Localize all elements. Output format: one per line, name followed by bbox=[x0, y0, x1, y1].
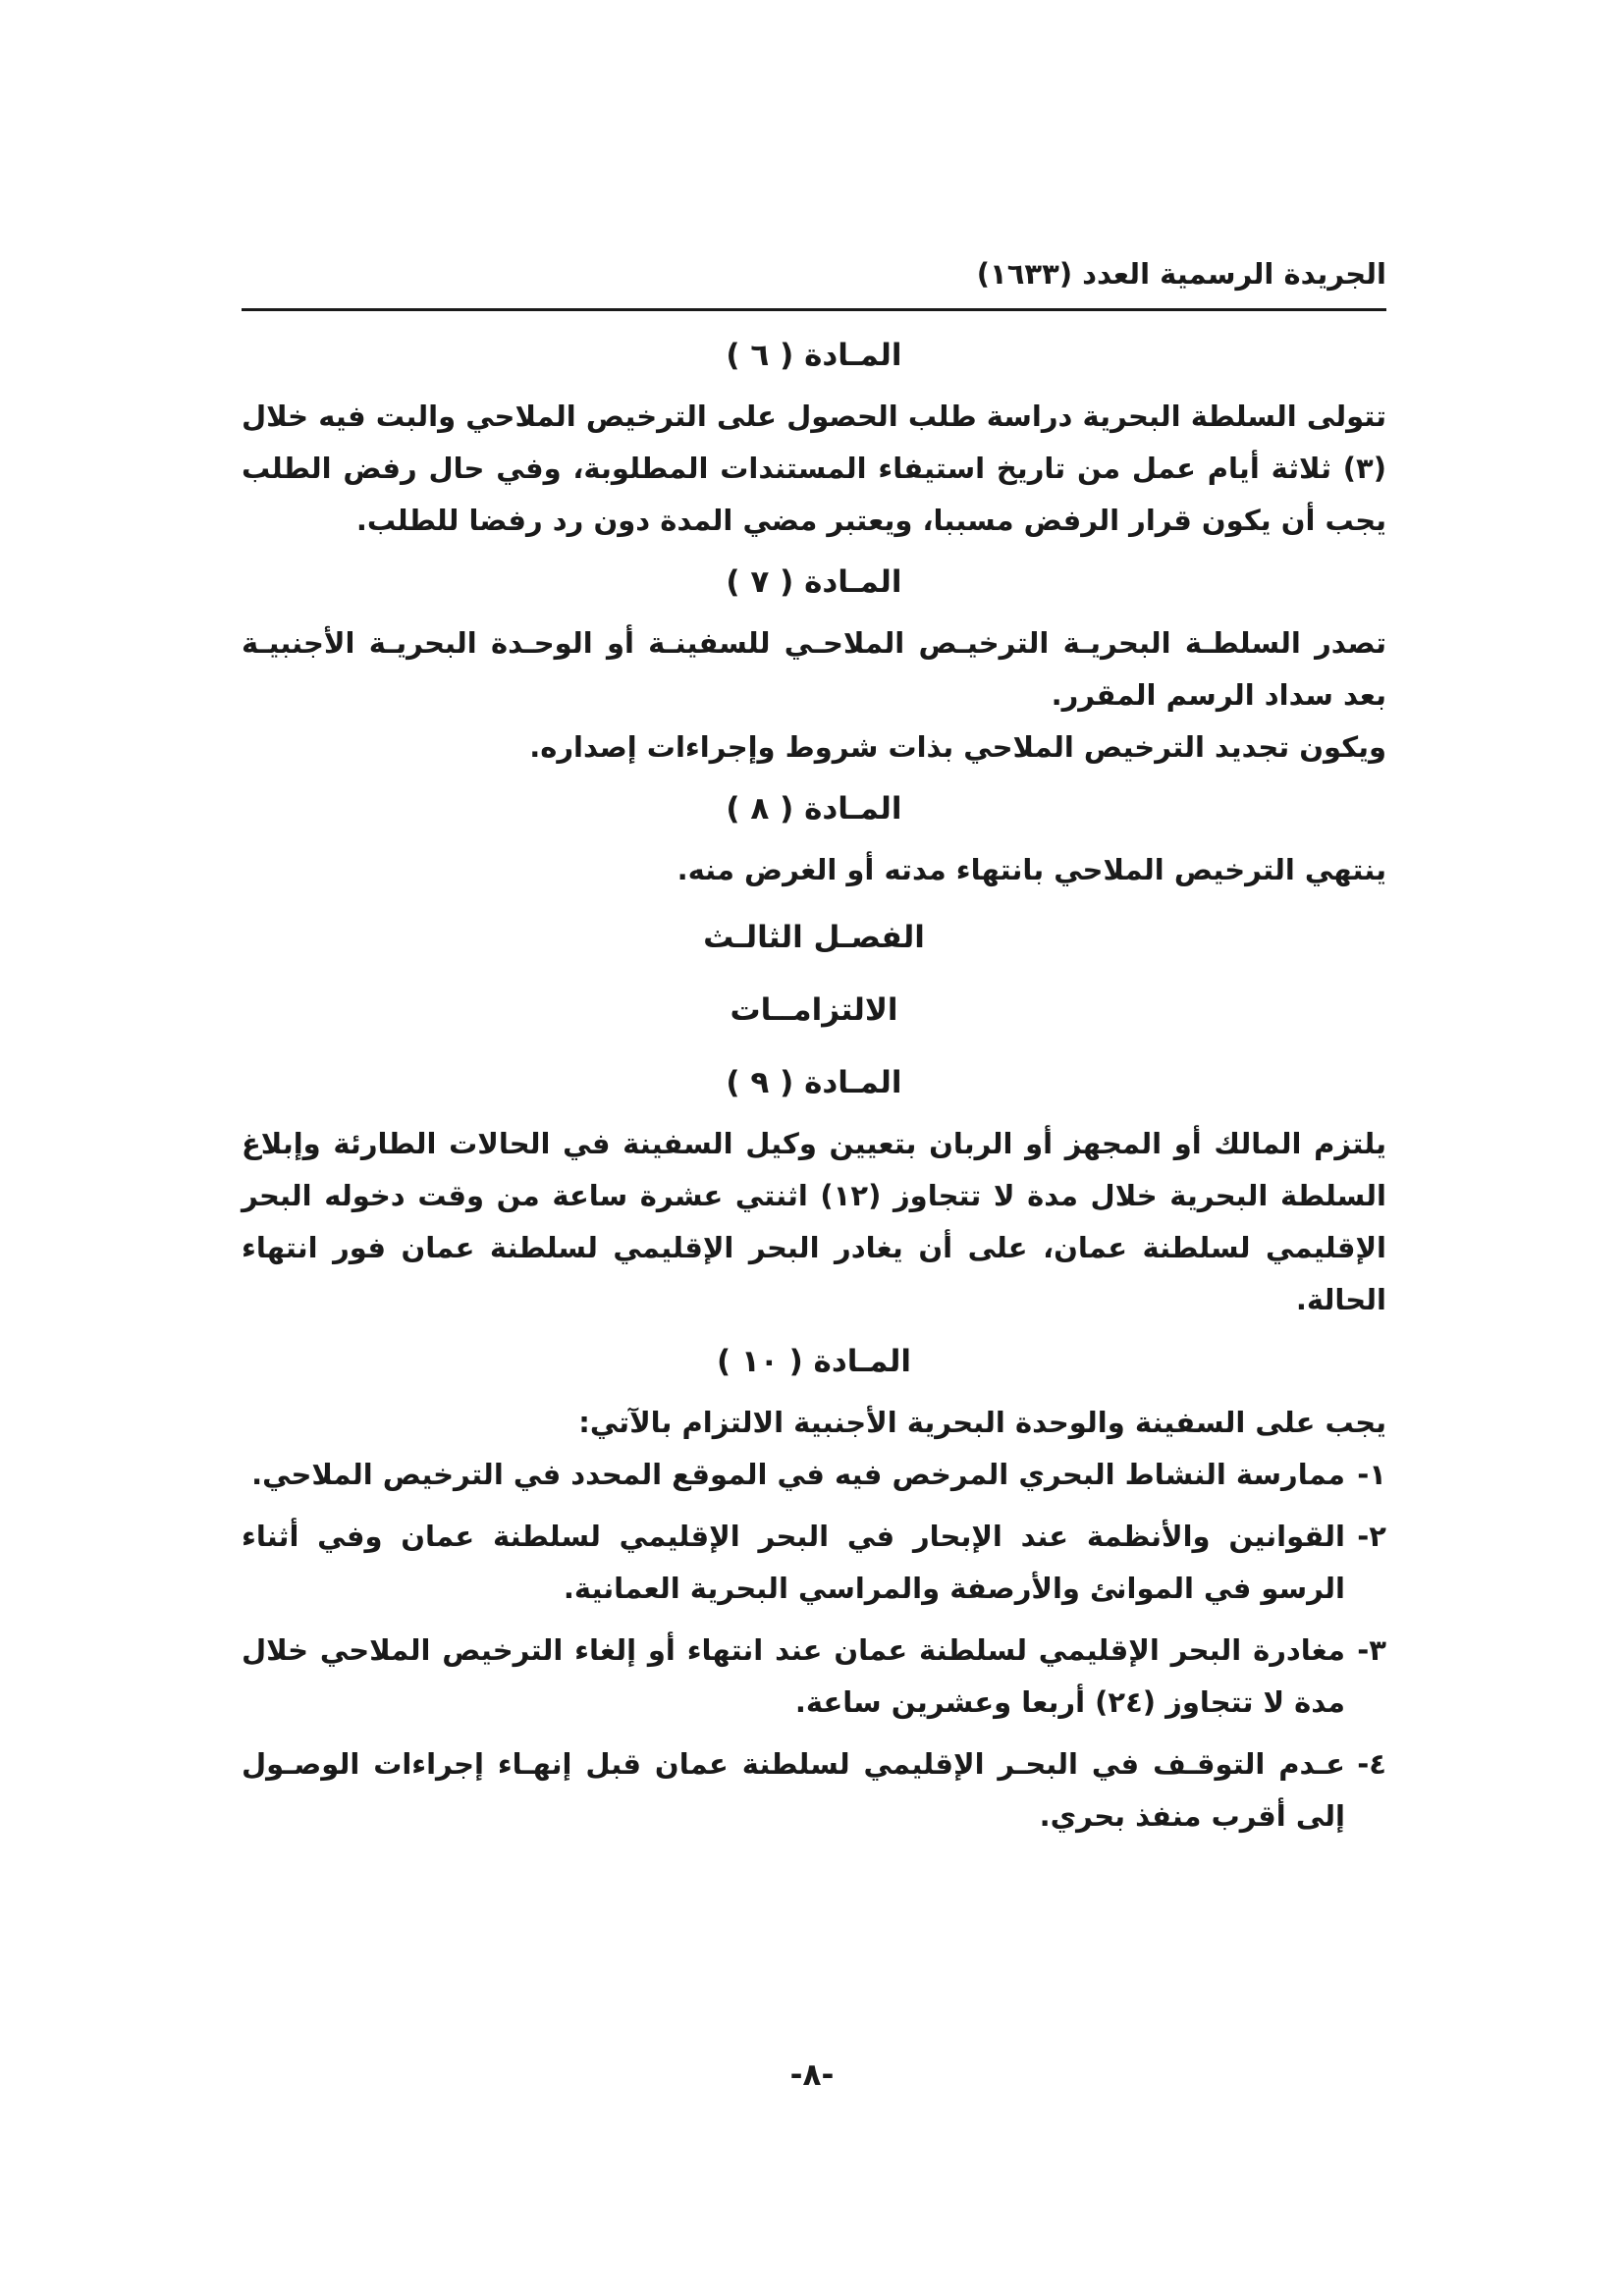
list-item bbox=[242, 1625, 1386, 1729]
list-item-text: مغادرة البحر الإقليمي لسلطنة عمان عند انتهاء أو إلغاء الترخيص الملاحي خلال مدة لا تتجاوز (٢٤) أربعا وعشرين ساعة. bbox=[242, 1633, 1345, 1719]
article-8-text: ينتهي الترخيص الملاحي بانتهاء مدته أو الغرض منه. bbox=[677, 853, 1386, 886]
article-7-text: تصدر السلطـة البحريـة الترخيـص الملاحـي للسفينـة أو الوحـدة البحريـة الأجنبيـة بعد سداد الرسم المقرر. bbox=[242, 626, 1386, 712]
list-item-number: ٤- bbox=[1357, 1747, 1386, 1781]
chapter-subtitle: الالتزامــات bbox=[730, 992, 898, 1028]
page-header bbox=[242, 257, 1386, 311]
article-9-text: يلتزم المالك أو المجهز أو الربان بتعيين وكيل السفينة في الحالات الطارئة وإبلاغ السلطة البحرية خلال مدة لا تتجاوز (١٢) اثنتي عشرة ساعة من وقت دخوله البحر الإقليمي لسلطنة عمان، على أن يغادر البحر الإقليمي لسلطنة عمان فور انتهاء الحالة. bbox=[242, 1127, 1386, 1316]
article-10-heading: المـادة ( ١٠ ) bbox=[716, 1344, 912, 1379]
chapter-title: الفصـل الثالـث bbox=[703, 920, 925, 955]
article-10-intro: يجب على السفينة والوحدة البحرية الأجنبية الالتزام بالآتي: bbox=[578, 1406, 1386, 1439]
gazette-title: الجريدة الرسمية العدد (١٦٣٣) bbox=[976, 257, 1386, 291]
list-item-number: ٣- bbox=[1357, 1633, 1386, 1667]
article-8-heading: المـادة ( ٨ ) bbox=[726, 791, 902, 827]
page-number: -٨- bbox=[789, 2057, 835, 2093]
list-item-text: عـدم التوقـف في البحـر الإقليمي لسلطنة عمان قبل إنهـاء إجراءات الوصـول إلى أقرب منفذ بحري. bbox=[242, 1747, 1345, 1833]
list-item-text: ممارسة النشاط البحري المرخص فيه في الموقع المحدد في الترخيص الملاحي. bbox=[251, 1458, 1345, 1491]
list-item-text: القوانين والأنظمة عند الإبحار في البحر الإقليمي لسلطنة عمان وفي أثناء الرسو في الموانئ والأرصفة والمراسي البحرية العمانية. bbox=[242, 1520, 1345, 1605]
list-item-number: ٢- bbox=[1357, 1520, 1386, 1553]
article-9-heading: المـادة ( ٩ ) bbox=[726, 1065, 902, 1100]
list-item bbox=[242, 1738, 1386, 1842]
article-7-renewal-text: ويكون تجديد الترخيص الملاحي بذات شروط وإجراءات إصداره. bbox=[529, 730, 1386, 764]
page-content bbox=[242, 324, 1386, 1842]
article-7-heading: المـادة ( ٧ ) bbox=[726, 564, 902, 600]
list-item bbox=[242, 1511, 1386, 1615]
article-6-heading: المـادة ( ٦ ) bbox=[726, 338, 902, 373]
article-6-text: تتولى السلطة البحرية دراسة طلب الحصول على الترخيص الملاحي والبت فيه خلال (٣) ثلاثة أيام عمل من تاريخ استيفاء المستندات المطلوبة، وفي حال رفض الطلب يجب أن يكون قرار الرفض مسببا، ويعتبر مضي المدة دون رد رفضا للطلب. bbox=[242, 400, 1386, 537]
list-item bbox=[242, 1449, 1386, 1501]
list-item-number: ١- bbox=[1357, 1458, 1386, 1491]
